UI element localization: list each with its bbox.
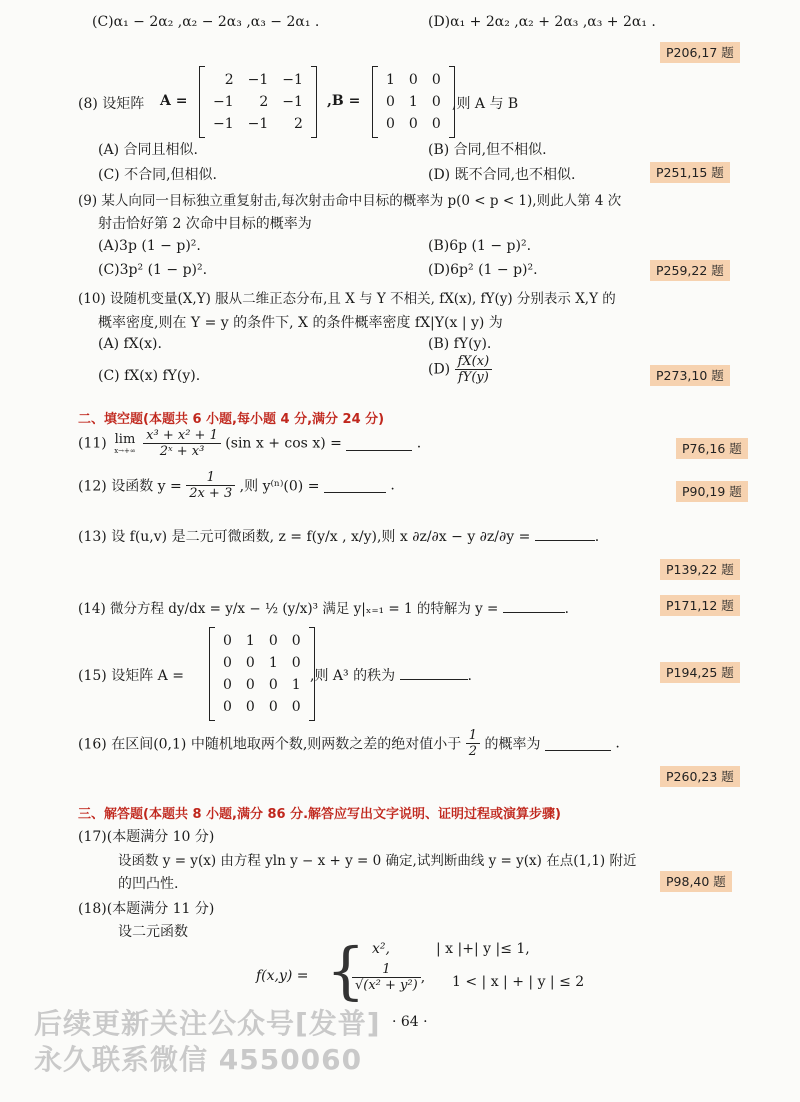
q11-limit bbox=[114, 432, 136, 455]
q10-option-d-fraction bbox=[455, 354, 493, 385]
q14-reference-tag: P171,12 题 bbox=[660, 595, 740, 616]
q8-matrix-b-row bbox=[379, 91, 448, 113]
q18-case-2-expr: $\frac{1}{\text{√(x² + y²)}}$ , bbox=[352, 962, 425, 993]
q8-tail: ,则 A 与 B bbox=[452, 96, 519, 112]
q11-tail: (sin x + cos x) = bbox=[225, 435, 342, 452]
q15-matrix-cell: 0 bbox=[245, 699, 255, 715]
q15-matrix-cell: 0 bbox=[245, 655, 255, 671]
q8-matrix-a-cell: −1 bbox=[282, 72, 303, 88]
q17-line-1: 设函数 y = y(x) 由方程 yln y − x + y = 0 确定,试判断曲线 y = y(x) 在点(1,1) 附近 bbox=[118, 853, 637, 869]
q15-reference-tag: P194,25 题 bbox=[660, 662, 740, 683]
q10-option-c: (C) fX(x) fY(y). bbox=[98, 368, 201, 384]
q8-matrix-b-cell: 0 bbox=[408, 116, 418, 132]
q11-lim-subscript: x→+∞ bbox=[114, 447, 136, 455]
q8-matrix-b-cell: 0 bbox=[408, 72, 418, 88]
q8-matrix-a-cell: −1 bbox=[247, 72, 269, 88]
q8-matrix-b-cell: 0 bbox=[431, 72, 441, 88]
q8-option-a: (A) 合同且相似. bbox=[98, 142, 198, 158]
q8-reference-tag: P251,15 题 bbox=[650, 162, 730, 183]
q9-option-c: (C)3p² (1 − p)². bbox=[98, 262, 208, 278]
q15-matrix-cell: 0 bbox=[245, 677, 255, 693]
q8-matrix-a-row bbox=[206, 69, 310, 91]
q18-case-2-denominator: √(x² + y²) bbox=[355, 978, 418, 993]
watermark-line-1: 后续更新关注公众号[发普] bbox=[34, 1007, 381, 1040]
q14-answer-blank[interactable] bbox=[503, 598, 565, 613]
q8-matrix-b-row bbox=[379, 113, 448, 135]
q8-lead: (8) 设矩阵 bbox=[78, 96, 145, 112]
section-2-title: 二、填空题(本题共 6 小题,每小题 4 分,满分 24 分) bbox=[78, 412, 385, 427]
q8-matrix-a-cell: 2 bbox=[294, 116, 303, 132]
q16-text: (16) 在区间(0,1) 中随机地取两个数,则两数之差的绝对值小于 bbox=[78, 736, 462, 753]
q15-matrix-row bbox=[216, 652, 308, 674]
q11-expression: (11) lim x→+∞ $\frac{\text{x³ + x² + 1}}{\text{2ˣ + x³}}$ (sin x + cos x) = . bbox=[78, 428, 422, 459]
q18-head: (18)(本题满分 11 分) bbox=[78, 901, 215, 917]
q8-matrix-a-cell: −1 bbox=[282, 94, 303, 110]
q15-matrix-cell: 0 bbox=[291, 655, 301, 671]
q8-matrix-b-cell: 1 bbox=[408, 94, 418, 110]
q9-option-b: (B)6p (1 − p)². bbox=[428, 238, 532, 254]
q16-answer-blank[interactable] bbox=[545, 736, 611, 751]
page-number: · 64 · bbox=[392, 1014, 428, 1030]
q11-numerator: x³ + x² + 1 bbox=[143, 428, 221, 444]
q7-option-d: (D)α₁ + 2α₂ ,α₂ + 2α₃ ,α₃ + 2α₁ . bbox=[428, 14, 656, 30]
q12-expression: (12) 设函数 y = $\frac{1}{2x + 3}$ ,则 y⁽ⁿ⁾(0) = . bbox=[78, 470, 395, 501]
q8-matrix-b-cell: 0 bbox=[386, 116, 395, 132]
q10-option-d-prefix: (D) bbox=[428, 361, 451, 378]
q13-expression: (13) 设 f(u,v) 是二元可微函数, z = f(y/x , x/y),则 x ∂z/∂x − y ∂z/∂y = . bbox=[78, 526, 599, 546]
q9-line-1: (9) 某人向同一目标独立重复射击,每次射击命中目标的概率为 p(0 < p < 1),则此人第 4 次 bbox=[78, 193, 622, 209]
q15-matrix-row bbox=[216, 696, 308, 718]
q15-answer-blank[interactable] bbox=[400, 665, 468, 680]
q8-matrix-b bbox=[372, 66, 455, 138]
watermark-line-2: 永久联系微信 4550060 bbox=[34, 1043, 363, 1076]
q15-matrix bbox=[209, 627, 315, 721]
q16-denominator: 2 bbox=[468, 744, 478, 759]
q15-matrix-cell: 0 bbox=[268, 699, 278, 715]
q12-prefix: (12) 设函数 y = bbox=[78, 478, 182, 495]
q7-option-c: (C)α₁ − 2α₂ ,α₂ − 2α₃ ,α₃ − 2α₁ . bbox=[92, 14, 320, 30]
q8-matrix-a-cell: −1 bbox=[213, 94, 234, 110]
q9-line-2: 射击恰好第 2 次命中目标的概率为 bbox=[98, 216, 312, 232]
q10-reference-tag: P273,10 题 bbox=[650, 365, 730, 386]
q13-text: (13) 设 f(u,v) 是二元可微函数, z = f(y/x , x/y),则 x ∂z/∂x − y ∂z/∂y = bbox=[78, 529, 531, 545]
q10-option-d-numerator: fX(x) bbox=[455, 354, 493, 370]
q11-answer-blank[interactable] bbox=[346, 436, 412, 451]
q16-tail: 的概率为 bbox=[484, 736, 541, 753]
q15-matrix-cell: 0 bbox=[223, 633, 232, 649]
q8-matrix-b-cell: 0 bbox=[431, 116, 441, 132]
q7-reference-tag: P206,17 题 bbox=[660, 42, 740, 63]
q8-matrix-b-cell: 0 bbox=[386, 94, 395, 110]
q15-matrix-cell: 1 bbox=[291, 677, 301, 693]
q15-matrix-row bbox=[216, 674, 308, 696]
q17-line-2: 的凹凸性. bbox=[118, 876, 179, 892]
q18-case-2-condition: 1 < | x | + | y | ≤ 2 bbox=[452, 974, 585, 990]
q8-matrix-a bbox=[199, 66, 317, 138]
q8-b-label: ,B = bbox=[327, 93, 361, 109]
q12-reference-tag: P90,19 题 bbox=[676, 481, 748, 502]
q17-reference-tag: P98,40 题 bbox=[660, 871, 732, 892]
q10-line-2: 概率密度,则在 Y = y 的条件下, X 的条件概率密度 fX|Y(x | y) 为 bbox=[98, 315, 503, 331]
q8-matrix-a-cell: 2 bbox=[224, 72, 234, 88]
q13-answer-blank[interactable] bbox=[535, 526, 595, 541]
q10-option-a: (A) fX(x). bbox=[98, 336, 162, 352]
q18-case-1-expr: x², bbox=[372, 941, 390, 957]
q12-tail: ,则 y⁽ⁿ⁾(0) = bbox=[239, 478, 320, 495]
q15-matrix-cell: 1 bbox=[245, 633, 255, 649]
q15-matrix-row bbox=[216, 630, 308, 652]
q16-reference-tag: P260,23 题 bbox=[660, 766, 740, 787]
q8-option-c: (C) 不合同,但相似. bbox=[98, 167, 217, 183]
q11-denominator: 2ˣ + x³ bbox=[159, 444, 205, 459]
q9-option-a: (A)3p (1 − p)². bbox=[98, 238, 201, 254]
q8-matrix-b-cell: 0 bbox=[431, 94, 441, 110]
q18-function-label: f(x,y) = bbox=[256, 968, 309, 984]
q11-prefix: (11) bbox=[78, 435, 107, 452]
q8-matrix-a-row bbox=[206, 113, 310, 135]
q15-matrix-cell: 0 bbox=[223, 699, 232, 715]
q16-fraction bbox=[466, 728, 480, 759]
q10-option-d-denominator: fY(y) bbox=[457, 370, 489, 385]
q17-head: (17)(本题满分 10 分) bbox=[78, 829, 215, 845]
q12-denominator: 2x + 3 bbox=[189, 486, 233, 501]
q15-matrix-cell: 0 bbox=[268, 677, 278, 693]
q8-a-label: A = bbox=[160, 93, 188, 109]
q18-case-2-fraction bbox=[352, 962, 421, 993]
q10-option-d bbox=[428, 354, 492, 385]
q15-matrix-cell: 0 bbox=[291, 633, 301, 649]
q13-reference-tag: P139,22 题 bbox=[660, 559, 740, 580]
q15-tail: ,则 A³ 的秩为 bbox=[310, 668, 396, 684]
q8-option-b: (B) 合同,但不相似. bbox=[428, 142, 547, 158]
q15-matrix-cell: 1 bbox=[268, 655, 278, 671]
q14-expression: (14) 微分方程 dy/dx = y/x − ½ (y/x)³ 满足 y|ₓ₌₁ = 1 的特解为 y = . bbox=[78, 597, 569, 617]
q18-brace: { bbox=[326, 934, 366, 1007]
q11-fraction bbox=[143, 428, 221, 459]
q11-lim-word: lim bbox=[114, 432, 136, 447]
q18-case-2-numerator: 1 bbox=[352, 962, 421, 978]
q16-expression: (16) 在区间(0,1) 中随机地取两个数,则两数之差的绝对值小于 $\frac{1}{2}$ 的概率为 . bbox=[78, 728, 620, 759]
q15-matrix-cell: 0 bbox=[223, 677, 232, 693]
q12-answer-blank[interactable] bbox=[324, 478, 386, 493]
q16-numerator: 1 bbox=[466, 728, 480, 744]
q8-matrix-a-cell: −1 bbox=[213, 116, 234, 132]
q10-line-1: (10) 设随机变量(X,Y) 服从二维正态分布,且 X 与 Y 不相关, fX(x), fY(y) 分别表示 X,Y 的 bbox=[78, 291, 616, 307]
q15-matrix-cell: 0 bbox=[268, 633, 278, 649]
q10-option-b: (B) fY(y). bbox=[428, 336, 492, 352]
q12-numerator: 1 bbox=[186, 470, 235, 486]
q9-option-d: (D)6p² (1 − p)². bbox=[428, 262, 538, 278]
section-3-title: 三、解答题(本题共 8 小题,满分 86 分.解答应写出文字说明、证明过程或演算步骤) bbox=[78, 807, 561, 822]
q8-matrix-b-row bbox=[379, 69, 448, 91]
q12-fraction bbox=[186, 470, 235, 501]
q8-matrix-a-row bbox=[206, 91, 310, 113]
q15-matrix-cell: 0 bbox=[291, 699, 301, 715]
q11-reference-tag: P76,16 题 bbox=[676, 438, 748, 459]
q8-matrix-b-cell: 1 bbox=[386, 72, 395, 88]
q8-matrix-a-cell: −1 bbox=[247, 116, 269, 132]
q9-reference-tag: P259,22 题 bbox=[650, 260, 730, 281]
q15-tail-group: ,则 A³ 的秩为 . bbox=[310, 665, 472, 685]
q15-matrix-cell: 0 bbox=[223, 655, 232, 671]
q14-text: (14) 微分方程 dy/dx = y/x − ½ (y/x)³ 满足 y|ₓ₌₁ = 1 的特解为 y = bbox=[78, 601, 499, 617]
q8-matrix-a-cell: 2 bbox=[259, 94, 269, 110]
q18-line-1: 设二元函数 bbox=[118, 924, 188, 940]
q8-option-d: (D) 既不合同,也不相似. bbox=[428, 167, 576, 183]
q18-case-1-condition: | x |+| y |≤ 1, bbox=[436, 941, 530, 957]
q15-lead: (15) 设矩阵 A = bbox=[78, 668, 184, 684]
